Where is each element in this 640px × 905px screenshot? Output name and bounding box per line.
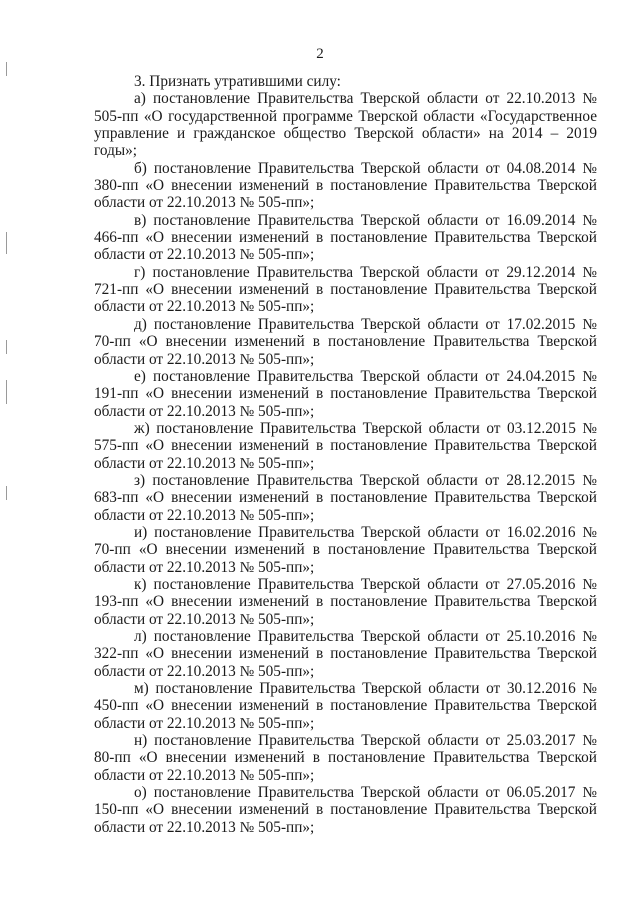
list-item: и) постановление Правительства Тверской области от 16.02.2016 № 70-пп «О внесении изменений в постановление Правительства Тверской области от 22.10.2013 № 505-пп»; <box>94 523 597 576</box>
scan-edge-mark <box>6 62 7 76</box>
list-item: з) постановление Правительства Тверской области от 28.12.2015 № 683-пп «О внесении изменений в постановление Правительства Тверской области от 22.10.2013 № 505-пп»; <box>94 471 597 524</box>
scan-edge-mark <box>6 232 7 254</box>
list-item: м) постановление Правительства Тверской области от 30.12.2016 № 450-пп «О внесении изменений в постановление Правительства Тверской области от 22.10.2013 № 505-пп»; <box>94 680 597 732</box>
scan-edge-mark <box>6 340 7 354</box>
list-item: о) постановление Правительства Тверской области от 06.05.2017 № 150-пп «О внесении изменений в постановление Правительства Тверской области от 22.10.2013 № 505-пп»; <box>94 784 597 836</box>
list-item: д) постановление Правительства Тверской области от 17.02.2015 № 70-пп «О внесении изменений в постановление Правительства Тверской области от 22.10.2013 № 505-пп»; <box>94 315 597 368</box>
document-body <box>94 73 597 836</box>
section-heading: 3. Признать утратившими силу: <box>134 73 341 90</box>
list-item: н) постановление Правительства Тверской области от 25.03.2017 № 80-пп «О внесении изменений в постановление Правительства Тверской области от 22.10.2013 № 505-пп»; <box>94 732 597 784</box>
list-item: б) постановление Правительства Тверской области от 04.08.2014 № 380-пп «О внесении изменений в постановление Правительства Тверской области от 22.10.2013 № 505-пп»; <box>94 159 597 212</box>
page-number: 2 <box>316 46 324 62</box>
scan-edge-mark <box>6 486 7 500</box>
list-item: е) постановление Правительства Тверской области от 24.04.2015 № 191-пп «О внесении изменений в постановление Правительства Тверской области от 22.10.2013 № 505-пп»; <box>94 367 597 420</box>
list-item: ж) постановление Правительства Тверской области от 03.12.2015 № 575-пп «О внесении изменений в постановление Правительства Тверской области от 22.10.2013 № 505-пп»; <box>94 419 597 472</box>
list-item: г) постановление Правительства Тверской области от 29.12.2014 № 721-пп «О внесении изменений в постановление Правительства Тверской области от 22.10.2013 № 505-пп»; <box>94 263 597 316</box>
list-item: л) постановление Правительства Тверской области от 25.10.2016 № 322-пп «О внесении изменений в постановление Правительства Тверской области от 22.10.2013 № 505-пп»; <box>94 628 597 680</box>
list-item: к) постановление Правительства Тверской области от 27.05.2016 № 193-пп «О внесении изменений в постановление Правительства Тверской области от 22.10.2013 № 505-пп»; <box>94 575 597 628</box>
list-item: в) постановление Правительства Тверской области от 16.09.2014 № 466-пп «О внесении изменений в постановление Правительства Тверской области от 22.10.2013 № 505-пп»; <box>94 211 597 264</box>
scan-edge-mark <box>6 380 7 404</box>
list-item: а) постановление Правительства Тверской области от 22.10.2013 № 505-пп «О государственной программе Тверской области «Государственное управление и гражданское общество Тверской области» на 2014 – 2019 годы»; <box>94 90 597 160</box>
